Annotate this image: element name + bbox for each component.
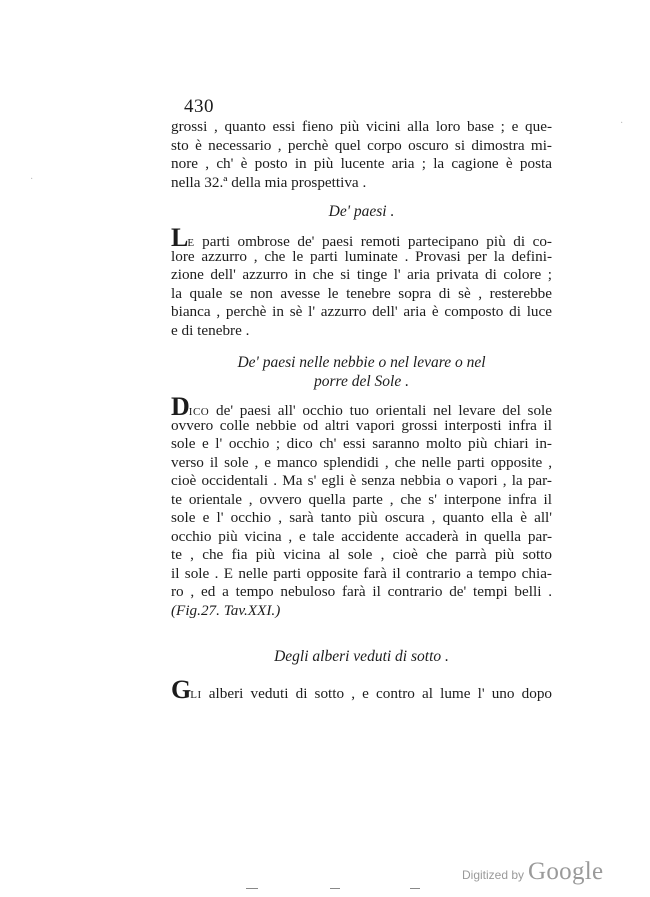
text-line: cioè occidentali . Ma s' egli è senza nebbia o vapori , la par- [171,472,552,489]
text-line [171,223,552,252]
drop-cap: D [171,392,189,421]
text-line-rest: de' paesi all' occhio tuo orientali nel levare del sole [215,402,553,419]
small-caps: E [187,237,195,249]
text-line: verso il sole , e manco splendidi , che nelle parti opposite , [171,453,552,471]
text-line: occhio più vicina , e tale accidente accaderà in quella par- [171,527,552,545]
small-caps: LI [190,689,202,701]
text-line: zione dell' azzurro in che si tinge l' aria privata di colore ; [171,266,552,283]
text-line: grossi , quanto essi fieno più vicini alla loro base ; e que- [171,118,552,135]
small-caps: ICO [188,406,210,418]
text-line: sto è necessario , perchè quel corpo oscuro si dimostra mi- [171,136,552,154]
scan-mark [410,888,420,889]
text-line [171,392,553,421]
text-line: e di tenebre . [171,321,250,339]
margin-speck: · [620,118,624,129]
text-line: te orientale , ovvero quella parte , che s' interpone infra il [171,490,552,508]
text-line: ro , ed a tempo nebuloso farà il contrario de' tempi belli . [171,583,552,600]
page-number: 430 [184,96,214,117]
watermark-prefix: Digitized by [462,868,525,882]
text-line: bianca , perchè in sè l' azzurro dell' aria è composto di luce [171,303,552,320]
section-heading-nebbie: De' paesi nelle nebbie o nel levare o nel [237,354,486,371]
google-logo: Google [528,858,604,885]
text-line-rest: alberi veduti di sotto , e contro al lume l' uno dopo [208,685,553,702]
text-line: te , che fia più vicina al sole , cioè che parrà più sotto [171,546,552,563]
margin-speck: · [30,174,34,185]
section-heading-de-paesi: De' paesi . [328,203,395,220]
figure-reference: (Fig.27. Tav.XXI.) [171,601,281,619]
google-watermark [462,858,603,886]
scan-mark [330,888,340,889]
paragraph-continuation [171,118,552,192]
text-line: il sole . E nelle parti opposite farà il contrario a tempo chia- [171,564,552,582]
drop-cap: L [171,223,188,252]
paragraph-alberi [171,675,553,704]
text-line: ovvero colle nebbie od altri vapori grossi interposti infra il [171,416,552,434]
scan-mark [246,888,258,889]
text-line: lore azzurro , che le parti luminate . Provasi per la defini- [171,247,552,265]
text-line: nella 32.ª della mia prospettiva . [171,173,367,191]
section-heading-nebbie-cont: porre del Sole . [314,373,409,390]
text-line: sole e l' occhio , sarà tanto più oscura , quanto ella è all' [171,509,552,526]
section-heading-alberi: Degli alberi veduti di sotto . [274,648,449,665]
paragraph-nebbie [171,392,553,620]
drop-cap: G [171,675,191,704]
text-line-rest: parti ombrose de' paesi remoti partecipano più di co- [202,233,552,250]
text-line: la quale se non avesse le tenebre sopra di sè , resterebbe [171,284,552,302]
text-line: sole e l' occhio ; dico ch' essi saranno molto più chiari in- [171,435,552,452]
text-line [171,675,553,704]
text-line: nore , ch' è posto in più lucente aria ; la cagione è posta [171,155,552,172]
paragraph-de-paesi [171,223,552,340]
